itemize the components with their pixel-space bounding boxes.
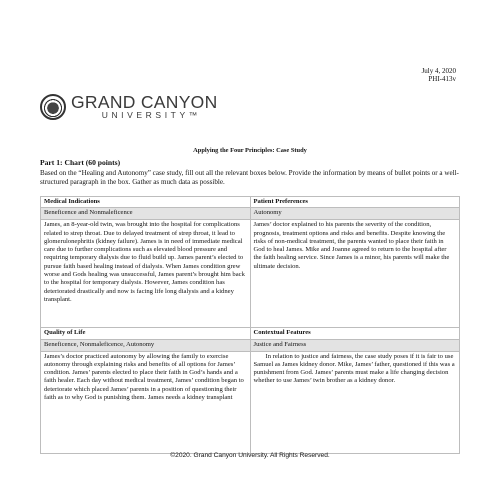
medical-indications-heading: Medical Indications	[41, 197, 251, 208]
contextual-features-heading: Contextual Features	[250, 328, 460, 339]
logo-subtitle: UNIVERSITY™	[101, 110, 201, 120]
copyright-footer: ©2020. Grand Canyon University. All Rights Reserved.	[170, 452, 330, 459]
contextual-features-principle: Justice and Fairness	[250, 339, 460, 351]
header-date-block	[422, 67, 456, 83]
course-code: PHI-413v	[428, 75, 456, 83]
instructions-paragraph: Based on the “Healing and Autonomy” case study, fill out all the relevant boxes below. Provide the information by means of bullet points or a well-structured paragraph in the box. Gather as much data as possible.	[40, 169, 459, 186]
four-principles-chart	[40, 196, 460, 454]
document-date: July 4, 2020	[421, 67, 456, 75]
medical-indications-text[interactable]: James, an 8-year-old twin, was brought into the hospital for complications related to strep throat. Due to delayed treatment of strep throat, it lead to glomerulonephritis (kidney failure). James is in need of immediate medical care due to further complications such as elevated blood pressure and requiring temporary dialysis due to fluid build up. James parent’s elected to pursue faith based healing instead of dialysis. When James condition grew worse and Gods healing was unsuccessful, James parent’s brought him back to the hospital for temporary dialysis. However, James condition has deteriorated drastically and now is facing life long dialysis and a kidney transplant.	[41, 220, 251, 328]
patient-preferences-principle: Autonomy	[250, 208, 460, 220]
logo-wordmark	[71, 93, 218, 120]
medical-indications-principle: Beneficence and Nonmaleficence	[41, 208, 251, 220]
document-title: Applying the Four Principles: Case Study	[193, 147, 307, 154]
quality-of-life-text[interactable]: James’s doctor practiced autonomy by allowing the family to exercise autonomy through explaining risks and benefits of all options for James’ condition. James’ parents elected to place their faith in God’s hands and a faith healer. Each day without medical treatment, James’ condition began to deteriorate which placed James’ parents in a position of questioning their faith as to why God is punishing them. James needs a kidney transplant	[41, 351, 251, 453]
patient-preferences-heading: Patient Preferences	[250, 197, 460, 208]
logo-name: GRAND CANYON	[71, 92, 218, 112]
university-seal-icon	[40, 94, 66, 120]
patient-preferences-text[interactable]: James’ doctor explained to his parents the severity of the condition, prognosis, treatment options and risks and benefits. Despite knowing the risks of non-medical treatment, the parents wanted to place their faith in God to heal James. Mike and Joanne agreed to return to the hospital after the faith healing service. Since James is a minor, his parents will make the ultimate decision.	[250, 220, 460, 328]
part-heading: Part 1: Chart (60 points)	[40, 158, 121, 167]
contextual-features-text[interactable]: In relation to justice and fairness, the case study poses if it is fair to use Samuel as James kidney donor. Mike, James’ father, questioned if this was a punishment from God. James’ parents must make a life changing decision whether to use James’ twin brother as a kidney donor.	[250, 351, 460, 453]
quality-of-life-heading: Quality of Life	[41, 328, 251, 339]
university-logo	[40, 93, 218, 120]
quality-of-life-principle: Beneficence, Nonmaleficence, Autonomy	[41, 339, 251, 351]
